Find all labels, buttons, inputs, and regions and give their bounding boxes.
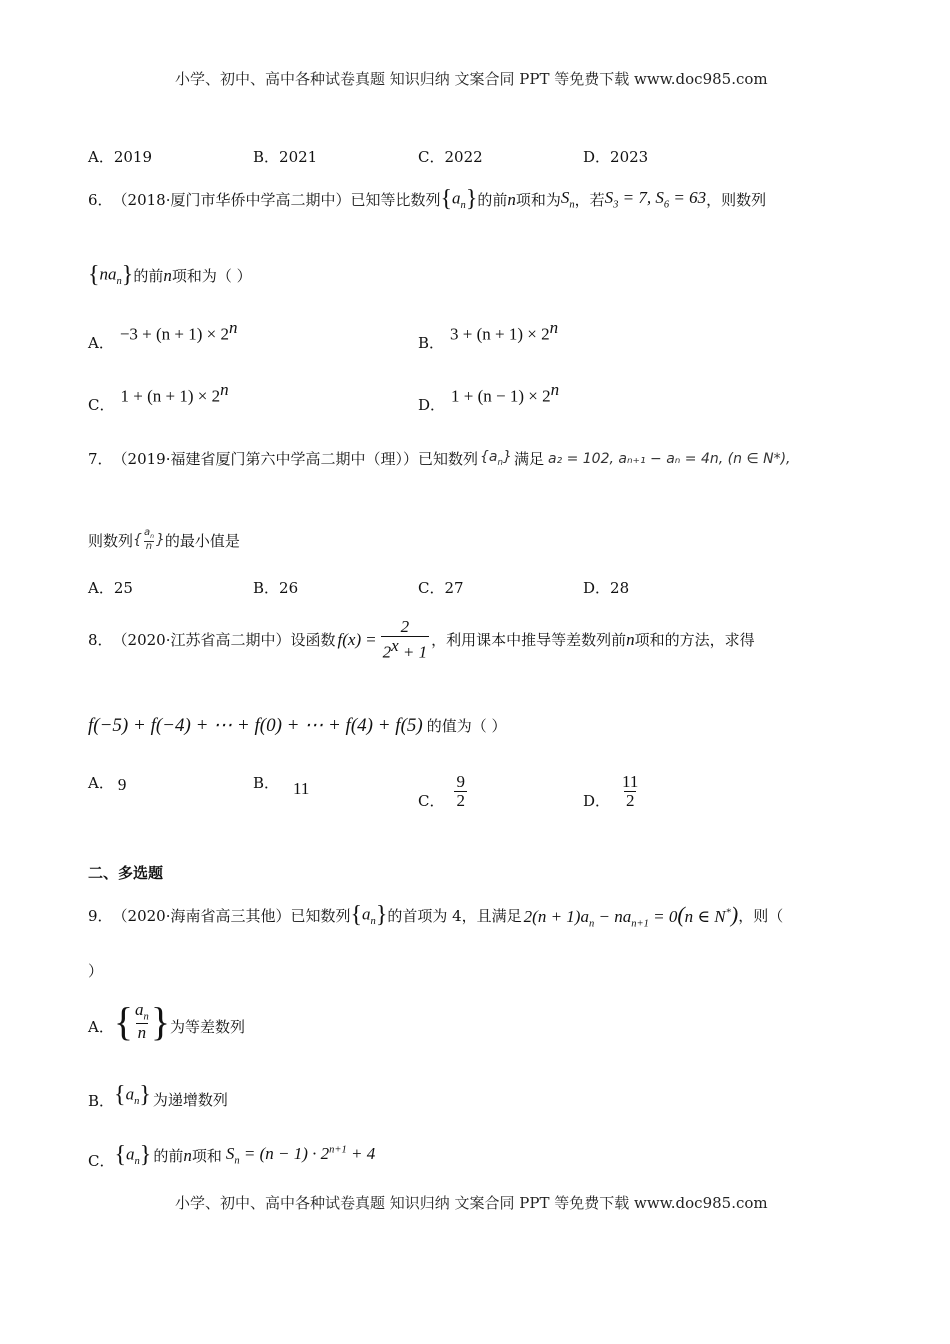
q9-source: （2020·海南省高三其他） <box>112 907 291 926</box>
q8-function-def: f ( x ) = $\frac{2}{2^x + 1}$ <box>337 617 428 662</box>
q9-text-1: 已知数列 <box>290 907 351 926</box>
q6-text-1: 已知等比数列 <box>350 191 441 209</box>
q7-text-1: 已知数列 <box>418 450 479 468</box>
q7-option-b: B．26 <box>253 579 299 597</box>
q9-number: 9． <box>88 907 113 926</box>
q6-text-2: 的前 <box>477 191 508 209</box>
q9-sum-formula: $S_n = (n - 1) \cdot 2^{n+1} + 4$ <box>225 1144 376 1167</box>
q9-seq-an-over-n: { $\frac{a_n}{n}$ } <box>113 999 171 1044</box>
q6-seq-nan: $\{na_n\}$ <box>88 262 134 288</box>
q6-var-n: n <box>507 189 516 209</box>
q8-number: 8． <box>88 631 113 650</box>
page-footer: 小学、初中、高中各种试卷真题 知识归纳 文案合同 PPT 等免费下载 www.doc985.com <box>175 1194 768 1212</box>
q6-text-7: 项和为（ ） <box>171 267 252 285</box>
q7-stem-line2 <box>88 528 240 552</box>
q6-option-b: B． $3 + (n + 1) \times 2^n$ <box>418 318 559 352</box>
q6-stem-line2 <box>88 262 252 289</box>
q7-text-2: 满足 <box>513 450 544 468</box>
q8-option-d: D． $\frac{11}{2}$ <box>583 772 639 810</box>
q9-option-c: C． $\{a_n\}$ 的前 n 项和 $S_n = (n - 1) \cdot 2^{n+1} + 4$ <box>88 1142 376 1170</box>
q7-seq-an-over-n: { $\frac{a_n}{n}$ } <box>133 527 165 552</box>
q5-option-c: C．2022 <box>418 148 483 166</box>
q9-option-b: B． $\{a_n\}$ 为递增数列 <box>88 1082 228 1110</box>
q9-seq-an-c: $\{a_n\}$ <box>114 1142 152 1168</box>
q7-text-4: 的最小值是 <box>164 531 240 550</box>
q9-text-2: 的首项为 4，且满足 <box>387 907 522 926</box>
q7-number: 7． <box>88 450 113 468</box>
q6-var-n2: n <box>163 265 172 285</box>
q7-source: （2019·福建省厦门第六中学高二期中（理）） <box>112 450 418 468</box>
q6-text-3: 项和为 <box>515 191 561 209</box>
q8-sum-expr: f(−5) + f(−4) + ⋯ + f(0) + ⋯ + f(4) + f(5) <box>88 715 423 736</box>
q7-condition: a₂ = 102, aₙ₊₁ − aₙ = 4n, (n ∈ N*), <box>547 450 791 467</box>
q8-var-n: n <box>626 629 635 649</box>
q9-text-3: ，则（ <box>738 907 784 926</box>
q6-text-4: ，若 <box>574 191 605 209</box>
q6-stem-line1 <box>88 186 766 213</box>
q9-seq-an: $\{a_n\}$ <box>350 902 388 929</box>
q6-seq-an: $\{a_n\}$ <box>440 186 478 212</box>
q6-option-c: C． $1 + (n + 1) \times 2^n$ <box>88 380 229 414</box>
q8-option-c: C． $\frac{9}{2}$ <box>418 772 465 810</box>
q9-option-a: A． { $\frac{a_n}{n}$ } 为等差数列 <box>88 999 246 1044</box>
q8-text-4: 的值为（ ） <box>426 717 507 735</box>
page-header: 小学、初中、高中各种试卷真题 知识归纳 文案合同 PPT 等免费下载 www.doc985.com <box>175 70 768 88</box>
q6-text-5: ，则数列 <box>706 191 767 209</box>
q7-option-c: C．27 <box>418 579 464 597</box>
q6-condition: $S_3 = 7$, $S_6 = 63$ <box>604 188 707 211</box>
q7-option-d: D．28 <box>583 579 630 597</box>
q8-source: （2020·江苏省高二期中） <box>112 631 291 650</box>
q8-option-b: B． 11 <box>253 774 310 798</box>
q6-option-a: A． $-3 + (n + 1) \times 2^n$ <box>88 318 238 352</box>
q8-option-a: A． 9 <box>88 774 127 794</box>
q5-option-d: D．2023 <box>583 148 649 166</box>
q5-option-b: B．2021 <box>253 148 318 166</box>
q7-text-3: 则数列 <box>88 531 134 550</box>
section-title-multi-choice: 二、多选题 <box>88 864 164 882</box>
q6-var-sn: $S_n$ <box>560 188 575 211</box>
q7-option-a: A．25 <box>88 579 133 597</box>
q5-option-a: A．2019 <box>88 148 153 166</box>
q7-stem-line1 <box>88 448 791 469</box>
q9-recurrence: $2(n + 1)a_n - na_{n+1} = 0(n$ ∈ N*) <box>523 902 739 930</box>
q6-number: 6． <box>88 191 113 209</box>
q6-source: （2018·厦门市华侨中学高二期中） <box>112 191 351 209</box>
q6-option-d: D． $1 + (n - 1) \times 2^n$ <box>418 380 560 414</box>
q9-text-4: ） <box>88 962 104 980</box>
q8-stem-line1 <box>88 618 755 661</box>
q9-stem-line1 <box>88 902 783 929</box>
q8-text-1: 设函数 <box>290 631 336 650</box>
q8-text-2: ，利用课本中推导等差数列前 <box>431 631 627 650</box>
q7-seq-an: $\{a_n\}$ <box>480 449 512 468</box>
q9-var-n: n <box>183 1145 192 1165</box>
q8-text-3: 项和的方法，求得 <box>634 631 755 650</box>
q9-seq-an-b: $\{a_n\}$ <box>114 1082 151 1108</box>
q6-text-6: 的前 <box>133 267 164 285</box>
q8-stem-line2 <box>88 714 507 737</box>
